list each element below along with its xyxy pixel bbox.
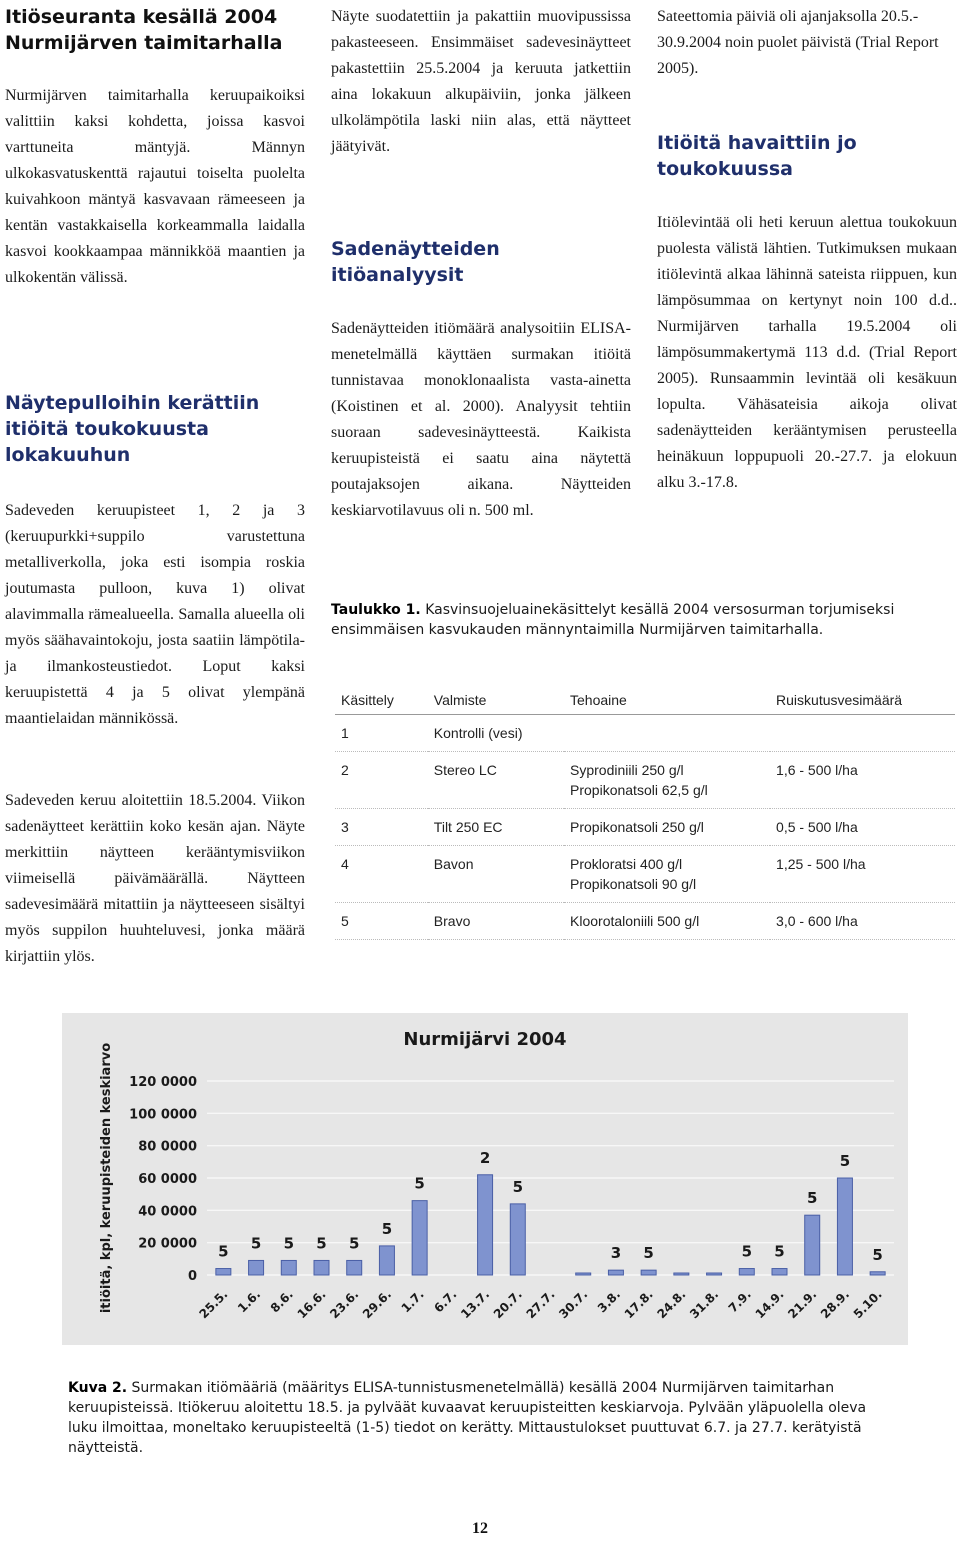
section-heading-2-block bbox=[331, 236, 631, 288]
section-heading-3-block bbox=[657, 130, 957, 182]
table-cell: Kloorotaloniili 500 g/l bbox=[564, 903, 770, 940]
chart-ytick-label: 0 bbox=[187, 1269, 197, 1284]
intro-paragraph bbox=[5, 83, 305, 291]
col1-paragraph-2 bbox=[5, 788, 305, 970]
chart-xtick-label: 1.6. bbox=[235, 1287, 264, 1316]
section-heading-spores-may: Itiöitä havaittiin jo toukokuussa bbox=[657, 132, 857, 180]
figure-caption-text: Surmakan itiömääriä (määritys ELISA-tunnistusmenetelmällä) kesällä 2004 Nurmijärven taimitarhan keruupisteissä. Itiökeruu aloitettu 18.5. ja pylväät kuvaavat keruupisteitten keskiarvoja. Pylvään yläpuolella oleva luku ilmoittaa, moneltako keruupisteeltä (1-5) tiedot on kerätty. Mittaustulokset puuttuvat 6.7. ja 27.7. kerätyistä näytteistä. bbox=[68, 1380, 867, 1456]
table-header-cell: Ruiskutusvesimäärä bbox=[770, 690, 955, 715]
chart-data-label: 5 bbox=[839, 1152, 851, 1170]
table-cell: 1,25 - 500 l/ha bbox=[770, 846, 955, 903]
page-number: 12 bbox=[472, 1520, 488, 1537]
chart-xtick-label: 27.7. bbox=[523, 1287, 558, 1322]
chart-xtick-label: 8.6. bbox=[267, 1287, 296, 1316]
chart-ytick-label: 100 0000 bbox=[129, 1107, 197, 1123]
chart-ytick-label: 120 0000 bbox=[129, 1075, 197, 1090]
chart-data-label: 5 bbox=[250, 1234, 262, 1253]
chart-data-label: 5 bbox=[741, 1242, 753, 1261]
table-header-cell: Käsittely bbox=[335, 690, 428, 715]
chart-xtick-label: 31.8. bbox=[687, 1287, 722, 1322]
chart-bar bbox=[216, 1269, 231, 1275]
table-cell: Stereo LC bbox=[428, 752, 564, 809]
chart-bar bbox=[379, 1246, 394, 1275]
chart-xtick-label: 7.9. bbox=[725, 1287, 754, 1316]
article-title: Itiöseuranta kesällä 2004 Nurmijärven taimitarhalla bbox=[5, 6, 283, 54]
chart-bar bbox=[772, 1269, 787, 1275]
chart-data-label: 5 bbox=[348, 1234, 360, 1253]
table-cell: 3,0 - 600 l/ha bbox=[770, 903, 955, 940]
section-heading-analysis: Sadenäytteiden itiöanalyysit bbox=[331, 238, 500, 286]
chart-data-label: 5 bbox=[316, 1234, 327, 1253]
chart-bar bbox=[805, 1215, 820, 1275]
storage-text: Näyte suodatettiin ja pakattiin muovipussissa pakasteeseen. Ensimmäiset sadevesinäytteet pakastettiin 25.5.2004 ja keruuta jatkettiin aina lokakuun alkupäiviin, jonka jälkeen ulkolämpötila laski niin alas, että näytteet jäätyivät. bbox=[331, 8, 631, 155]
spore-chart bbox=[62, 1013, 908, 1345]
chart-xtick-label: 16.6. bbox=[294, 1287, 329, 1322]
section-heading-collection: Näytepulloihin kerättiin itiöitä toukokuusta lokakuuhun bbox=[5, 392, 260, 466]
chart-xtick-label: 28.9. bbox=[817, 1287, 853, 1322]
table-cell: Bravo bbox=[428, 903, 564, 940]
chart-bar bbox=[412, 1201, 427, 1275]
chart-data-label: 5 bbox=[872, 1245, 883, 1264]
section-heading-1-block bbox=[5, 390, 305, 468]
chart-bar bbox=[347, 1260, 362, 1275]
table-header-cell: Tehoaine bbox=[564, 690, 770, 715]
table-row bbox=[335, 846, 955, 903]
dry-days-text: Sateettomia päiviä oli ajanjaksolla 20.5.- 30.9.2004 noin puolet päivistä (Trial Report 2005). bbox=[657, 8, 939, 77]
chart-data-label: 5 bbox=[512, 1177, 524, 1196]
chart-bar bbox=[314, 1260, 329, 1275]
chart-ytick-label: 20 0000 bbox=[138, 1236, 197, 1252]
chart-xtick-label: 25.5. bbox=[196, 1287, 231, 1322]
spore-chart-svg bbox=[62, 1013, 908, 1345]
table-cell: 3 bbox=[335, 809, 428, 846]
chart-title: Nurmijärvi 2004 bbox=[403, 1029, 567, 1050]
chart-data-label: 5 bbox=[218, 1242, 229, 1261]
chart-data-label: 5 bbox=[643, 1244, 654, 1263]
chart-data-label: 5 bbox=[381, 1219, 393, 1238]
chart-data-label: 5 bbox=[774, 1242, 785, 1261]
chart-xtick-label: 30.7. bbox=[556, 1287, 591, 1322]
table-cell: 2 bbox=[335, 752, 428, 809]
table-cell: Tilt 250 EC bbox=[428, 809, 564, 846]
chart-ytick-label: 80 0000 bbox=[138, 1139, 197, 1155]
chart-bar bbox=[641, 1270, 656, 1275]
table-cell: 4 bbox=[335, 846, 428, 903]
treatments-table-wrap bbox=[335, 690, 955, 940]
table-cell: Bavon bbox=[428, 846, 564, 903]
col2-paragraph-2 bbox=[331, 316, 631, 524]
chart-bar bbox=[739, 1269, 754, 1275]
table-cell: Kontrolli (vesi) bbox=[428, 715, 564, 752]
spore-spread-text: Itiölevintää oli heti keruun alettua toukokuun puolesta välistä lähtien. Tutkimuksen mukaan itiölevintä alkaa lähinnä sateista riippuen, kun lämpösummaa on kertynyt noin 100 d.d.. Nurmijärven tarhalla 19.5.2004 oli lämpösummakertymä 113 d.d. (Trial Report 2005). Runsaammin levintää oli kesäkuun lopulta. Vähäsateisia aikoja olivat sadenäytteiden kerääntymisen perusteella heinäkuun loppupuoli 20.-27.7. ja elokuun alku 3.-17.8. bbox=[657, 214, 957, 491]
table-cell: 0,5 - 500 l/ha bbox=[770, 809, 955, 846]
treatments-table bbox=[335, 690, 955, 940]
chart-bar bbox=[870, 1272, 885, 1275]
chart-xtick-label: 3.8. bbox=[594, 1287, 624, 1316]
chart-ylabel: itiöitä, kpl, keruupisteiden keskiarvo bbox=[99, 1042, 114, 1314]
chart-bar bbox=[608, 1270, 623, 1275]
chart-xtick-label: 24.8. bbox=[654, 1287, 689, 1322]
table-cell: Propikonatsoli 250 g/l bbox=[564, 809, 770, 846]
chart-xtick-label: 17.8. bbox=[621, 1287, 656, 1322]
chart-data-label: 5 bbox=[806, 1189, 818, 1208]
col3-paragraph-2 bbox=[657, 210, 957, 496]
chart-xtick-label: 23.6. bbox=[327, 1287, 362, 1322]
chart-xtick-label: 29.6. bbox=[359, 1287, 395, 1322]
chart-xtick-label: 1.7. bbox=[398, 1287, 427, 1316]
table-caption-label: Taulukko 1. bbox=[331, 602, 421, 618]
table-header-row bbox=[335, 690, 955, 715]
chart-xtick-label: 13.7. bbox=[458, 1287, 493, 1322]
collection-text-1: Sadeveden keruupisteet 1, 2 ja 3 (keruupurkki+suppilo varustettuna metalliverkolla, joka esti isompia roskia joutumasta pulloon, kuva 1) olivat alavimmalla rämealueella. Samalla alueella oli myös säähavaintokoju, josta saatiin lämpötila- ja ilmankosteustiedot. Loput kaksi keruupistettä 4 ja 5 olivat ylempänä maantielaidan männikössä. bbox=[5, 502, 305, 727]
table-cell bbox=[770, 715, 955, 752]
chart-bar bbox=[576, 1273, 591, 1275]
chart-ytick-label: 60 0000 bbox=[138, 1172, 197, 1187]
table-cell bbox=[564, 715, 770, 752]
table-caption-text: Kasvinsuojeluainekäsittelyt kesällä 2004 versosurman torjumiseksi ensimmäisen kasvukauden männyntaimilla Nurmijärven taimitarhalla. bbox=[331, 602, 895, 638]
chart-bar bbox=[249, 1260, 264, 1275]
col1-paragraph-1 bbox=[5, 498, 305, 732]
analysis-text: Sadenäytteiden itiömäärä analysoitiin ELISA-menetelmällä käyttäen surmakan itiöitä tunnistavaa monoklonaalista vasta-ainetta (Koistinen et al. 2000). Analyysit tehtiin suoraan sadevesinäytteestä. Kaikista keruupisteistä ei saatu aina näytettä poutajaksojen aikana. Näytteiden keskiarvotilavuus oli n. 500 ml. bbox=[331, 320, 631, 519]
intro-text: Nurmijärven taimitarhalla keruupaikoiksi valittiin kaksi kohdetta, joissa kasvoi varttuneita mäntyjä. Männyn ulkokasvatuskenttä rajautui toiselta puolelta kuivahkoon mäntyä kasvavaan rämeeseen ja kentän vastakkaisella korkeammalla laidalla kasvoi kookkaampaa männikköä maantien ja ulkokentän välissä. bbox=[5, 87, 305, 286]
chart-xtick-label: 6.7. bbox=[431, 1287, 460, 1316]
figure-caption bbox=[68, 1378, 898, 1458]
collection-text-2: Sadeveden keruu aloitettiin 18.5.2004. Viikon sadenäytteet kerättiin koko kesän ajan. Näyte merkittiin näytteen kerääntymisviikon viimeisellä päivämäärällä. Näytteen sadevesimäärä mitattiin ja näytteeseen sisältyi myös suppilon huuhteluvesi, jonka määrä kirjattiin ylös. bbox=[5, 792, 305, 965]
chart-bar bbox=[478, 1175, 493, 1275]
chart-bar bbox=[510, 1204, 525, 1275]
table-cell: 5 bbox=[335, 903, 428, 940]
chart-xtick-label: 21.9. bbox=[785, 1287, 820, 1322]
table-cell: Syprodiniili 250 g/l Propikonatsoli 62,5 g/l bbox=[564, 752, 770, 809]
table-header-cell: Valmiste bbox=[428, 690, 564, 715]
chart-xtick-label: 20.7. bbox=[490, 1287, 525, 1322]
table-cell: 1 bbox=[335, 715, 428, 752]
chart-ytick-label: 40 0000 bbox=[138, 1204, 197, 1220]
chart-data-label: 3 bbox=[610, 1244, 622, 1263]
chart-bar bbox=[837, 1178, 852, 1275]
chart-bar bbox=[707, 1273, 722, 1275]
col2-paragraph-1 bbox=[331, 4, 631, 160]
chart-bar bbox=[281, 1260, 296, 1275]
table-cell: Prokloratsi 400 g/l Propikonatsoli 90 g/l bbox=[564, 846, 770, 903]
table-caption bbox=[331, 600, 957, 640]
chart-data-label: 5 bbox=[414, 1174, 425, 1193]
table-row bbox=[335, 809, 955, 846]
chart-data-label: 2 bbox=[479, 1148, 491, 1167]
chart-bar bbox=[674, 1273, 689, 1275]
figure-caption-label: Kuva 2. bbox=[68, 1380, 128, 1396]
col3-paragraph-1 bbox=[657, 4, 957, 82]
chart-xtick-label: 14.9. bbox=[752, 1287, 787, 1322]
chart-data-label: 5 bbox=[283, 1234, 295, 1253]
table-row bbox=[335, 752, 955, 809]
table-cell: 1,6 - 500 l/ha bbox=[770, 752, 955, 809]
chart-xtick-label: 5.10. bbox=[850, 1287, 885, 1322]
table-row bbox=[335, 715, 955, 752]
table-row bbox=[335, 903, 955, 940]
